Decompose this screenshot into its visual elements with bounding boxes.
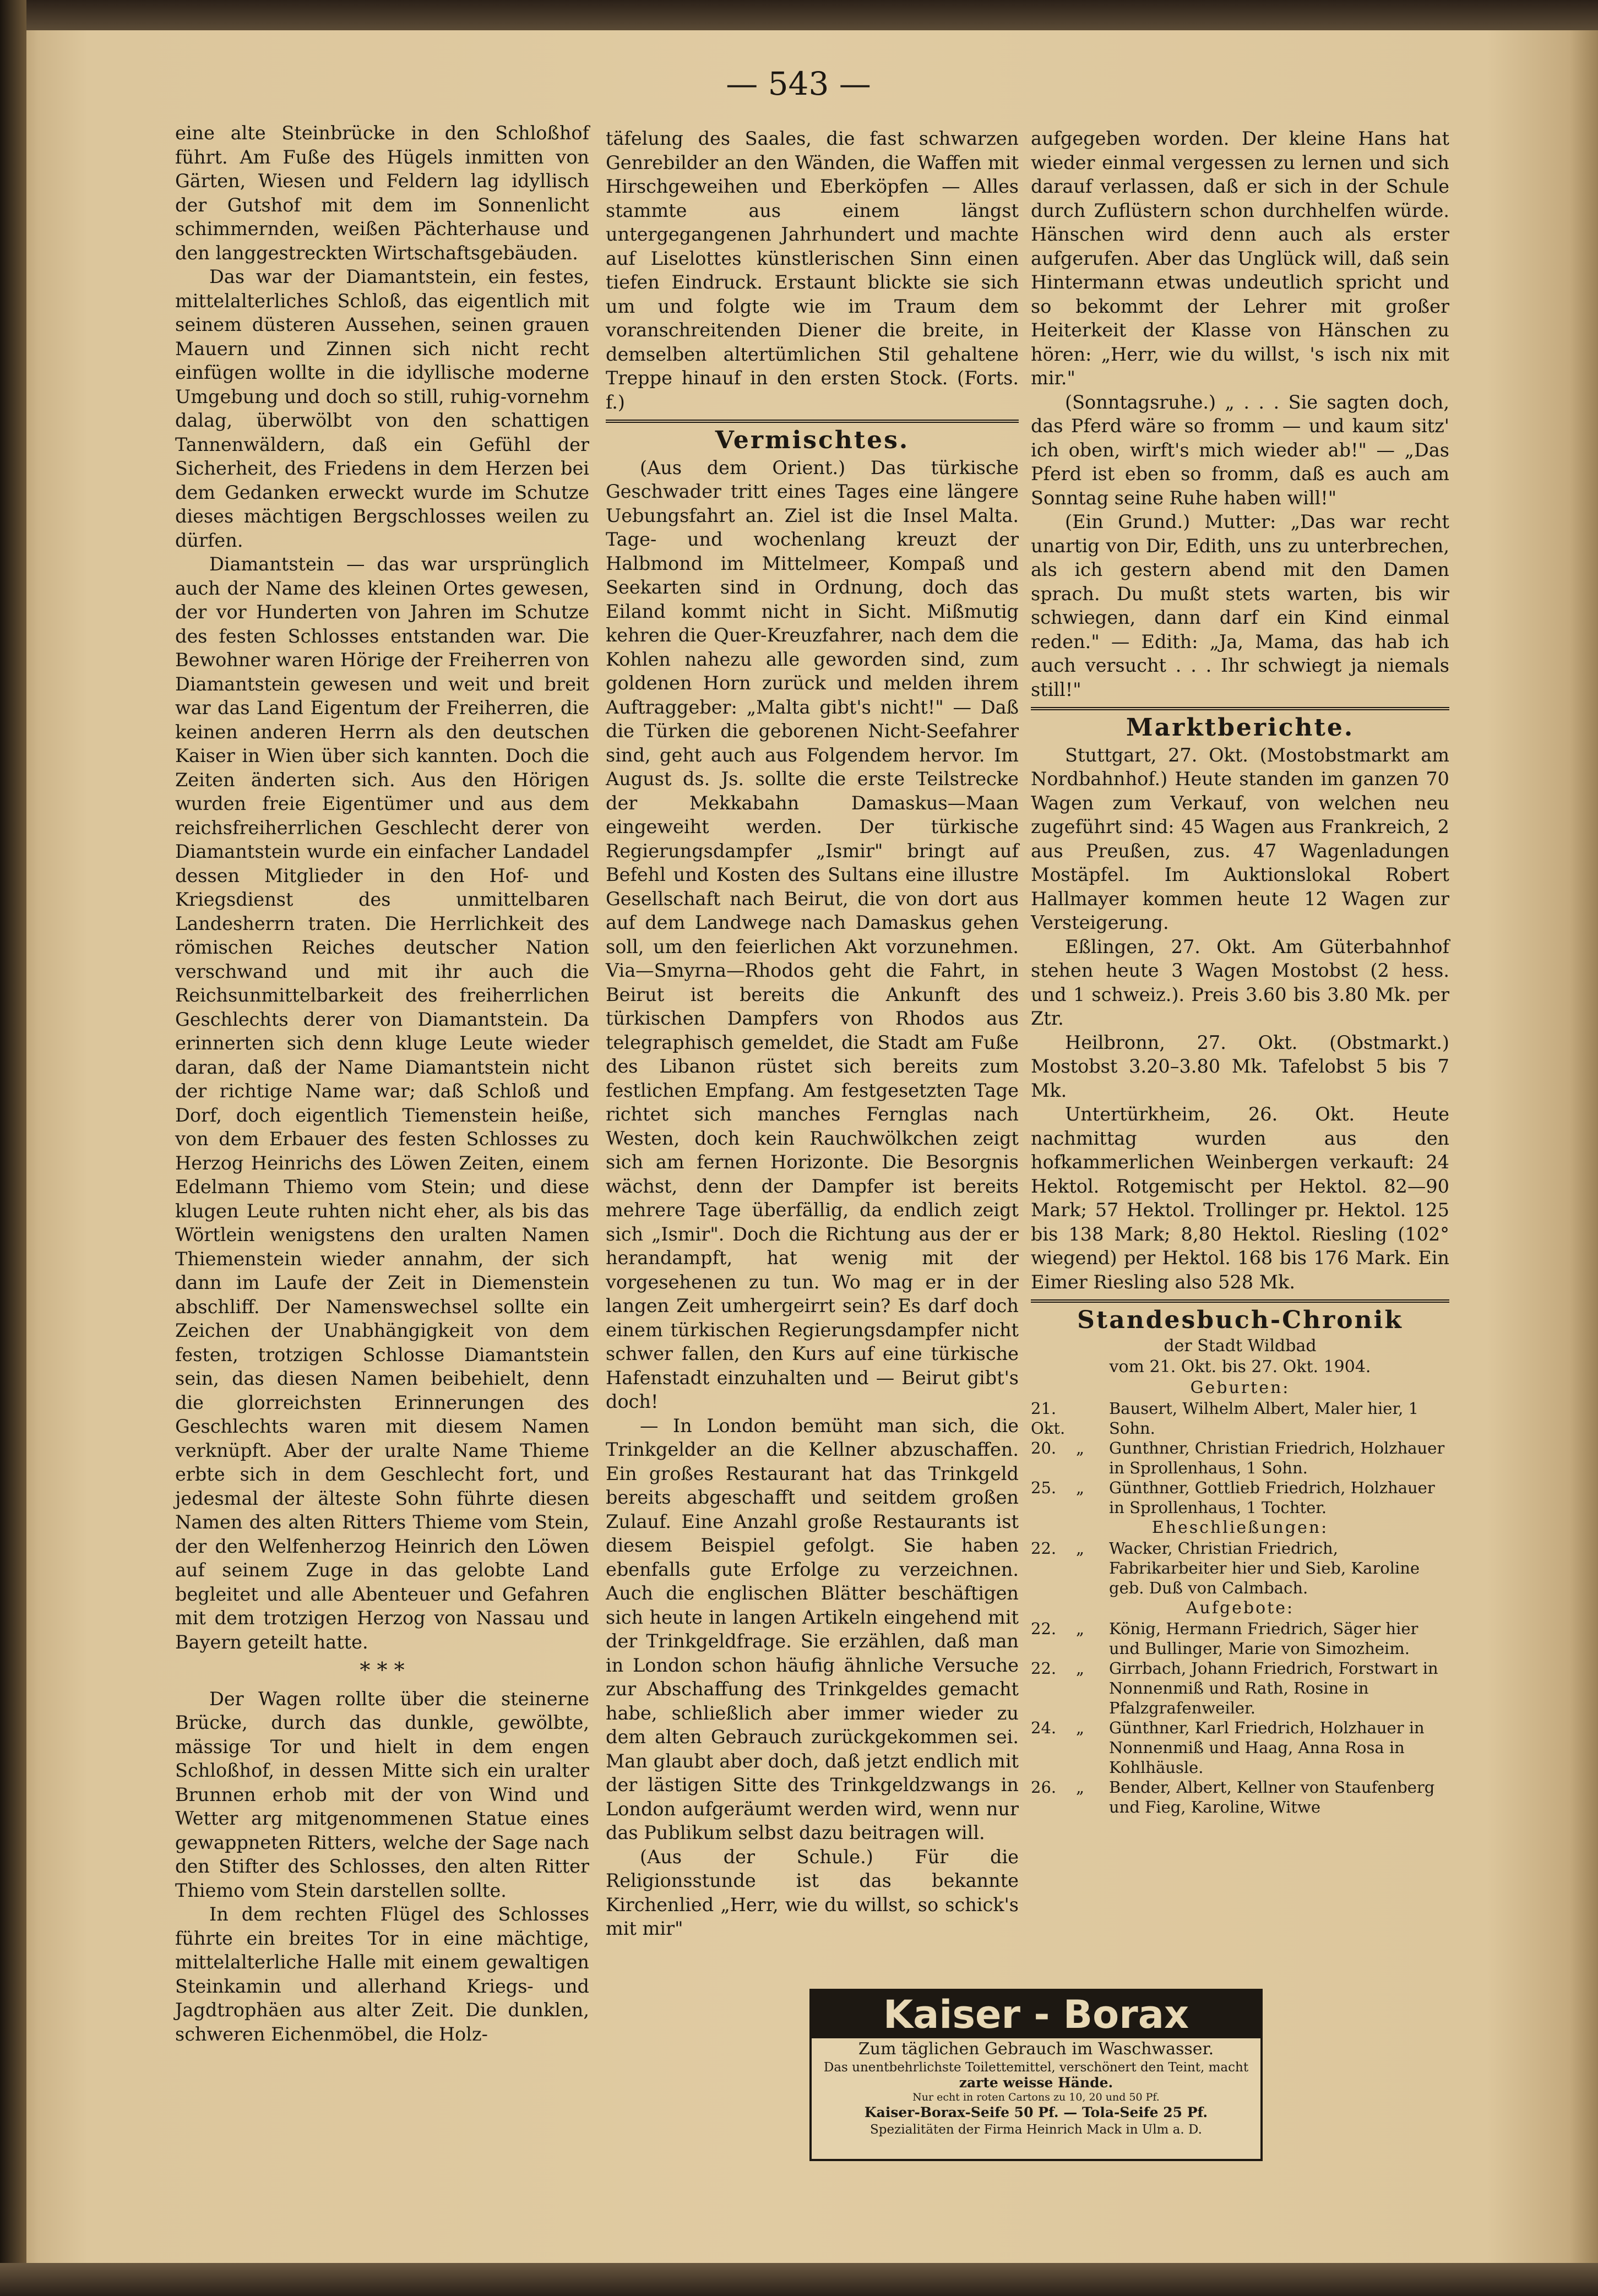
news-item: (Aus der Schule.) Für die Religionsstunde ist das bekannte Kirchenlied „Herr, wie du willst, so schick's mit mir" (606, 1846, 1019, 1939)
entry-ditto: „ (1076, 1538, 1085, 1558)
entry-text: Bender, Albert, Kellner von Staufenberg und Fieg, Karoline, Witwe (1109, 1777, 1435, 1816)
chronicle-entry (1031, 1438, 1449, 1478)
category-births: Geburten: (1190, 1378, 1290, 1397)
entry-date: 21. Okt. (1031, 1399, 1066, 1438)
entry-date: 26. (1031, 1777, 1057, 1797)
section-heading-standesbuch: Standesbuch-Chronik (1077, 1306, 1403, 1334)
section-break-stars: * * * (360, 1658, 405, 1682)
ad-tagline: Zum täglichen Gebrauch im Waschwasser. (858, 2039, 1214, 2059)
entry-date: 22. (1031, 1619, 1057, 1638)
entry-date: 25. (1031, 1478, 1057, 1497)
story-paragraph: Das war der Diamantstein, ein festes, mittelalterliches Schloß, das eigentlich mit seinem düsteren Aussehen, seinen grauen Mauern und Zinnen sich nicht recht einfügen wollte in die idyllische moderne Umgebung und doch so still, ruhig-vornehm dalag, überwölbt von den schattigen Tannenwäldern, daß ein Gefühl der Sicherheit, des Friedens in dem Herzen bei dem Gedanken erweckt wurde im Schutze dieses mächtigen Bergschlosses weilen zu dürfen. (175, 266, 589, 551)
news-item: (Ein Grund.) Mutter: „Das war recht unartig von Dir, Edith, uns zu unterbrechen, als ich gestern abend mit den Damen sprach. Du mußt stets warten, bis wir schwiegen, dann darf ein Kind einmal reden." — Edith: „Ja, Mama, das hab ich auch versucht . . . Ihr schwiegt ja niemals still!" (1031, 511, 1449, 700)
entry-ditto: „ (1076, 1438, 1085, 1457)
market-report: Stuttgart, 27. Okt. (Mostobstmarkt am Nordbahnhof.) Heute standen im ganzen 70 Wagen zum Verkauf, von welchen neu zugeführt sind: 45 Wagen aus Frankreich, 2 aus Preußen, zus. 47 Wagenladungen Mostäpfel. Im Auktionslokal Robert Hallmayer kommen heute 12 Wagen zur Versteigerung. (1031, 744, 1449, 933)
column-1 (175, 121, 589, 2046)
entry-text: Bausert, Wilhelm Albert, Maler hier, 1 Sohn. (1109, 1399, 1419, 1438)
page-number: — 543 — (726, 65, 871, 102)
kaiser-borax-advertisement (809, 1989, 1263, 2161)
ad-description: Das unentbehrlichste Toilettemittel, verschönert den Teint, macht (823, 2060, 1249, 2075)
story-paragraph: täfelung des Saales, die fast schwarzen Genrebilder an den Wänden, die Waffen mit Hirschgeweihen und Eberköpfen — Alles stammte aus einem längst untergegangenen Jahrhundert und machte auf Liselottes künstlerischen Sinn einen tiefen Eindruck. Erstaunt blickte sie sich um und folgte wie im Traum dem voranschreitenden Diener die breite, in demselben altertümlichen Stil gehaltene Treppe hinauf in den ersten Stock. (Forts. f.) (606, 128, 1019, 413)
ad-packaging: Nur echt in roten Cartons zu 10, 20 und 50 Pf. (912, 2091, 1160, 2103)
news-item: (Sonntagsruhe.) „ . . . Sie sagten doch, das Pferd wäre so fromm — und kaum sitz' ich oben, wirft's mich wieder ab!" — „Das Pferd ist eben so fromm, daß es auch am Sonntag seine Ruhe haben will!" (1031, 391, 1449, 509)
section-divider (606, 420, 1019, 423)
entry-text: Günthner, Karl Friedrich, Holzhauer in Nonnenmiß und Haag, Anna Rosa in Kohlhäusle. (1109, 1718, 1425, 1777)
chronicle-entry (1031, 1619, 1449, 1658)
entry-ditto: „ (1076, 1718, 1085, 1737)
entry-ditto: „ (1076, 1619, 1085, 1638)
entry-text: Gunthner, Christian Friedrich, Holzhauer in Sprollenhaus, 1 Sohn. (1109, 1438, 1445, 1477)
entry-text: Girrbach, Johann Friedrich, Forstwart in Nonnenmiß und Rath, Rosine in Pfalzgrafenweiler. (1109, 1658, 1438, 1717)
market-report: Eßlingen, 27. Okt. Am Güterbahnhof stehen heute 3 Wagen Mostobst (2 hess. und 1 schweiz.). Preis 3.60 bis 3.80 Mk. per Ztr. (1031, 935, 1449, 1029)
news-item: — In London bemüht man sich, die Trinkgelder an die Kellner abzuschaffen. Ein großes Restaurant hat das Trinkgeld bereits abgeschafft und seitdem großen Zulauf. Eine Anzahl große Restaurants ist diesem Beispiel gefolgt. Sie haben ebenfalls gute Erfolge zu verzeichnen. Auch die englischen Blätter beschäftigen sich heute in langen Artikeln eingehend mit der Trinkgeldfrage. Sie erzählen, daß man in London schon häufig ähnliche Versuche zur Abschaffung des Trinkgeldes gemacht habe, schließlich aber immer wieder zu dem alten Gebrauch zurückgekommen sei. Man glaubt aber doch, daß jetzt endlich mit der lästigen Sitte des Trinkgeldzwangs in London aufgeräumt werden wird, wenn nur das Publikum selbst dazu beitragen will. (606, 1414, 1019, 1843)
entry-date: 24. (1031, 1718, 1057, 1737)
chronicle-entry (1031, 1399, 1449, 1438)
column-2 (606, 127, 1019, 1941)
binding-gutter (0, 0, 26, 2296)
ad-claim: zarte weisse Hände. (959, 2075, 1113, 2091)
category-banns: Aufgebote: (1186, 1598, 1295, 1618)
section-heading-marktberichte: Marktberichte. (1126, 714, 1355, 742)
story-paragraph: In dem rechten Flügel des Schlosses führte ein breites Tor in eine mächtige, mittelalterliche Halle mit einem gewaltigen Steinkamin und allerhand Kriegs- und Jagdtrophäen aus alter Zeit. Die dunklen, schweren Eichenmöbel, die Holz- (175, 1903, 589, 2045)
ad-prices: Kaiser-Borax-Seife 50 Pf. — Tola-Seife 25 Pf. (864, 2104, 1208, 2120)
section-divider (1031, 707, 1449, 710)
chronicle-entry (1031, 1538, 1449, 1598)
market-report: Untertürkheim, 26. Okt. Heute nachmittag wurden aus den hofkammerlichen Weinbergen verkauft: 24 Hektol. Rotgemischt per Hektol. 82—90 Mark; 57 Hektol. Trollinger pr. Hektol. 125 bis 138 Mark; 8,80 Hektol. Riesling (102° wiegend) per Hektol. 168 bis 176 Mark. Ein Eimer Riesling also 528 Mk. (1031, 1103, 1449, 1293)
entry-text: Wacker, Christian Friedrich, Fabrikarbeiter hier und Sieb, Karoline geb. Duß von Calmbach. (1109, 1538, 1420, 1597)
news-item: (Aus dem Orient.) Das türkische Geschwader tritt eines Tages eine längere Uebungsfahrt an. Ziel ist die Insel Malta. Tage- und wochenlang kreuzt der Halbmond im Mittelmeer, Kompaß und Seekarten sind in Ordnung, doch das Eiland kommt nicht in Sicht. Mißmutig kehren die Quer-Kreuzfahrer, nach dem die Kohlen nahezu alle geworden sind, zum goldenen Horn zurück und melden ihrem Auftraggeber: „Malta gibt's nicht!" — Daß die Türken die geborenen Nicht-Seefahrer sind, geht auch aus Folgendem hervor. Im August ds. Js. sollte die erste Teilstrecke der Mekkabahn Damaskus—Maan eingeweiht werden. Der türkische Regierungsdampfer „Ismir" bringt auf Befehl und Kosten des Sultans eine illustre Gesellschaft nach Beirut, die von dort aus auf dem Landwege nach Damaskus gehen soll, um den feierlichen Akt vorzunehmen. Via—Smyrna—Rhodos geht die Fahrt, in Beirut ist bereits die Ankunft des türkischen Dampfers von Rhodos aus telegraphisch gemeldet, die Stadt am Fuße des Libanon rüstet sich bereits zum festlichen Empfang. Am festgesetzten Tage richtet sich manches Fernglas nach Westen, doch kein Rauchwölkchen zeigt sich am fernen Horizonte. Die Besorgnis wächst, denn der Dampfer ist bereits mehrere Tage überfällig, da endlich zeigt sich „Ismir". Doch die Richtung aus der er herandampft, hat wenig mit der vorgesehenen zu tun. Wo mag er in der langen Zeit umhergeirrt sein? Es darf doch einem türkischen Regierungsdampfer nicht schwer fallen, den Kurs auf eine türkische Hafenstadt einzuhalten und — Beirut gibt's doch! (606, 456, 1019, 1412)
news-item: aufgegeben worden. Der kleine Hans hat wieder einmal vergessen zu lernen und sich darauf verlassen, daß er sich in der Schule durch Zuflüstern schon durchhelfen würde. Hänschen wird denn auch als erster aufgerufen. Aber das Unglück will, daß sein Hintermann etwas undeutlich spricht und so bekommt der Lehrer mit großer Heiterkeit der Klasse von Hänschen zu hören: „Herr, wie du willst, 's isch nix mit mir." (1031, 128, 1449, 389)
section-heading-vermischtes: Vermischtes. (715, 426, 910, 454)
column-3 (1031, 127, 1449, 1817)
entry-ditto: „ (1076, 1478, 1085, 1497)
chronicle-entry (1031, 1478, 1449, 1517)
category-marriages: Eheschließungen: (1151, 1517, 1329, 1537)
scan-bottom-edge (0, 2263, 1598, 2296)
scan-top-edge (0, 0, 1598, 30)
ad-brand-name: Kaiser - Borax (812, 1991, 1260, 2038)
section-divider (1031, 1299, 1449, 1303)
chronicle-place: der Stadt Wildbad (1164, 1336, 1317, 1356)
entry-text: Günthner, Gottlieb Friedrich, Holzhauer in Sprollenhaus, 1 Tochter. (1109, 1478, 1435, 1517)
chronicle-dates: vom 21. Okt. bis 27. Okt. 1904. (1109, 1357, 1371, 1376)
chronicle-entry (1031, 1718, 1449, 1777)
entry-ditto: „ (1076, 1658, 1085, 1678)
chronicle-entry (1031, 1658, 1449, 1718)
entry-ditto (1076, 1399, 1109, 1438)
chronicle-entry (1031, 1777, 1449, 1817)
entry-date: 22. (1031, 1658, 1057, 1678)
entry-date: 22. (1031, 1538, 1057, 1558)
story-paragraph: Diamantstein — das war ursprünglich auch der Name des kleinen Ortes gewesen, der vor Hunderten von Jahren im Schutze des festen Schlosses entstanden war. Die Bewohner waren Hörige der Freiherren von Diamantstein gewesen und weit und breit war das Land Eigentum der Freiherren, die keinen anderen Herrn als den deutschen Kaiser in Wien über sich kannten. Doch die Zeiten änderten sich. Aus den Hörigen wurden freie Eigentümer und aus dem reichsfreiherrlichen Geschlecht derer von Diamantstein wurde ein einfacher Landadel dessen Mitglieder in den Hof- und Kriegsdienst des unmittelbaren Landesherrn traten. Die Herrlichkeit des römischen Reiches deutscher Nation verschwand und mit ihr auch die Reichsunmittelbarkeit des freiherrlichen Geschlechts derer von Diamantstein. Da erinnerten sich denn kluge Leute wieder daran, daß der Name Diamantstein nicht der richtige Name war; daß Schloß und Dorf, doch eigentlich Tiemenstein heiße, von dem Erbauer des festen Schlosses zu Herzog Heinrichs des Löwen Zeiten, einem Edelmann Thiemo vom Stein; und diese klugen Leute ruhten nicht eher, als bis das Wörtlein wenigstens den uralten Namen Thiemenstein wieder annahm, der sich dann im Laufe der Zeit in Diemenstein abschliff. Der Namenswechsel sollte ein Zeichen der Unabhängigkeit von dem festen, trotzigen Schlosse Diamantstein sein, das diesen Namen beibehielt, denn die glorreichsten Erinnerungen des Geschlechts waren mit diesem Namen verknüpft. Aber der uralte Name Thieme erbte sich in dem Geschlecht fort, und jedesmal der älteste Sohn führte diesen Namen des alten Ritters Thieme vom Stein, der den Welfenherzog Heinrich den Löwen auf seinem Zuge in das gelobte Land begleitet und alle Abenteuer und Gefahren mit dem trotzigen Herzog von Nassau und Bayern geteilt hatte. (175, 553, 589, 1653)
story-paragraph: eine alte Steinbrücke in den Schloßhof führt. Am Fuße des Hügels inmitten von Gärten, Wiesen und Feldern lag idyllisch der Gutshof mit dem im Sonnenlicht schimmernden, weißen Pächterhause und den langgestreckten Wirtschaftsgebäuden. (175, 122, 589, 264)
entry-ditto: „ (1076, 1777, 1085, 1797)
market-report: Heilbronn, 27. Okt. (Obstmarkt.) Mostobst 3.20–3.80 Mk. Tafelobst 5 bis 7 Mk. (1031, 1031, 1449, 1101)
story-paragraph: Der Wagen rollte über die steinerne Brücke, durch das dunkle, gewölbte, mässige Tor und hielt in dem engen Schloßhof, in dessen Mitte sich ein uralter Brunnen erhob mit der von Wind und Wetter arg mitgenommenen Statue eines gewappneten Ritters, welche der Sage nach den Stifter des Schlosses, den alten Ritter Thiemo vom Stein darstellen sollte. (175, 1688, 589, 1901)
ad-manufacturer: Spezialitäten der Firma Heinrich Mack in Ulm a. D. (870, 2123, 1202, 2137)
entry-date: 20. (1031, 1438, 1057, 1457)
entry-text: König, Hermann Friedrich, Säger hier und Bullinger, Marie von Simozheim. (1109, 1619, 1418, 1658)
